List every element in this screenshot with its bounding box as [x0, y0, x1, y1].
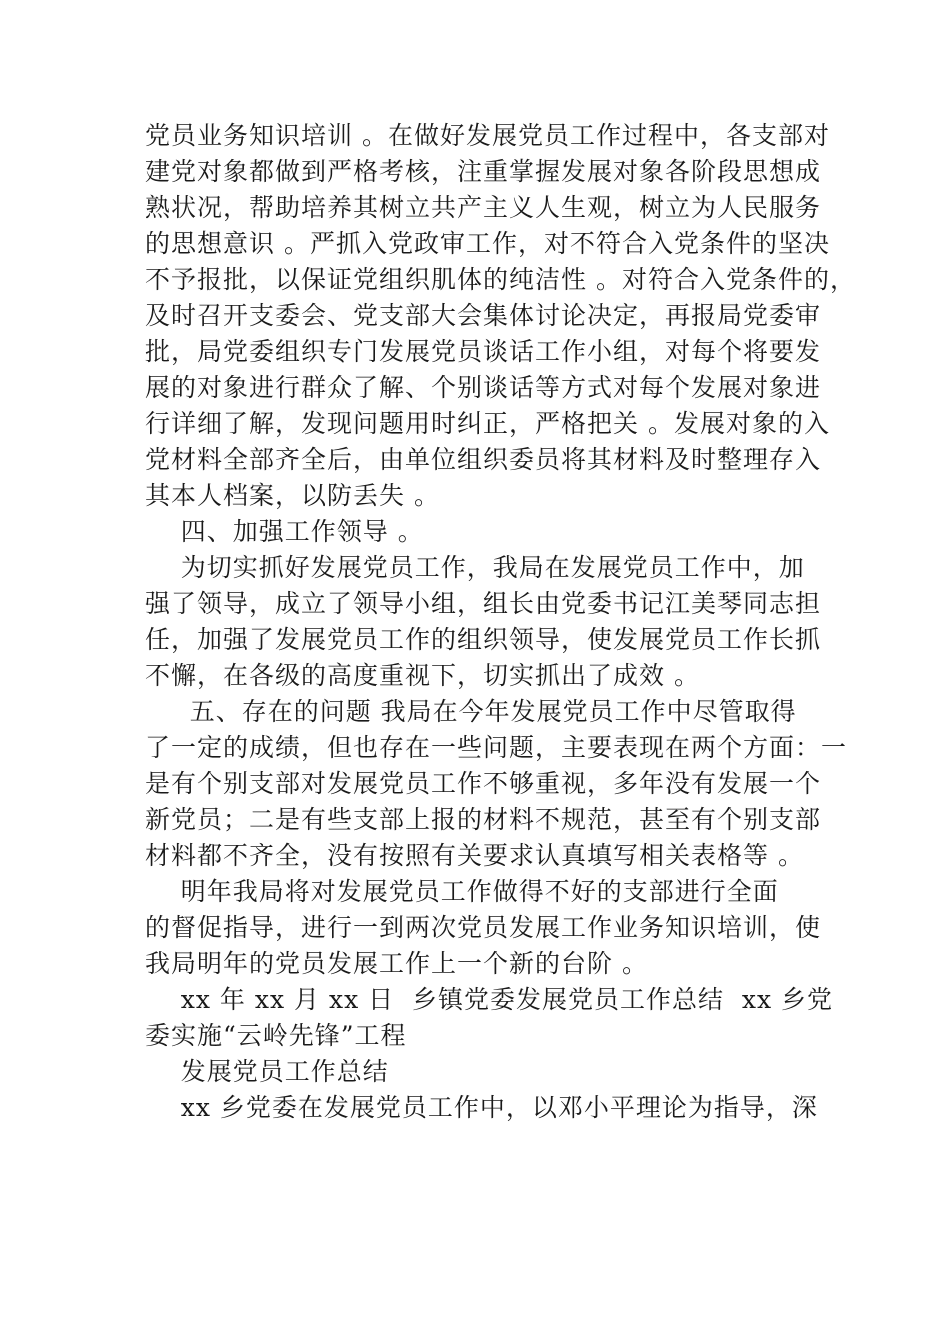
- section-heading: 发展党员工作总结: [145, 1057, 389, 1086]
- text-line: 的督促指导，进行一到两次党员发展工作业务知识培训，使: [145, 913, 822, 942]
- text-line: 不懈，在各级的高度重视下，切实抓出了成效 。: [145, 661, 700, 690]
- text-line: 不予报批，以保证党组织肌体的纯洁性 。对符合入党条件的，: [145, 265, 856, 294]
- section-heading: 五、存在的问题 我局在今年发展党员工作中尽管取得: [145, 697, 797, 726]
- text-line: 强了领导，成立了领导小组，组长由党委书记江美琴同志担: [145, 589, 822, 618]
- text-line: 行详细了解，发现问题用时纠正，严格把关 。发展对象的入: [145, 409, 830, 438]
- text-line: 任，加强了发展党员工作的组织领导，使发展党员工作长抓: [145, 625, 822, 654]
- text-line: xx 乡党委在发展党员工作中，以邓小平理论为指导，深: [145, 1093, 818, 1122]
- text-line: 委实施“云岭先锋”工程: [145, 1021, 407, 1050]
- text-line: 其本人档案，以防丢失 。: [145, 481, 440, 510]
- text-line: 及时召开支委会、党支部大会集体讨论决定，再报局党委审: [145, 301, 822, 330]
- text-line: 材料都不齐全，没有按照有关要求认真填写相关表格等 。: [145, 841, 804, 870]
- text-line: 的思想意识 。严抓入党政审工作，对不符合入党条件的坚决: [145, 229, 830, 258]
- text-line: 了一定的成绩，但也存在一些问题，主要表现在两个方面：一: [145, 733, 848, 762]
- text-line: 新党员；二是有些支部上报的材料不规范，甚至有个别支部: [145, 805, 822, 834]
- text-line: 我局明年的党员发展工作上一个新的台阶 。: [145, 949, 648, 978]
- text-line: xx 年 xx 月 xx 日 乡镇党委发展党员工作总结 xx 乡党: [145, 985, 834, 1014]
- text-line: 批，局党委组织专门发展党员谈话工作小组，对每个将要发: [145, 337, 822, 366]
- text-line: 熟状况，帮助培养其树立共产主义人生观，树立为人民服务: [145, 193, 822, 222]
- section-heading: 四、加强工作领导 。: [145, 517, 424, 546]
- text-line: 是有个别支部对发展党员工作不够重视，多年没有发展一个: [145, 769, 822, 798]
- text-line: 建党对象都做到严格考核，注重掌握发展对象各阶段思想成: [145, 157, 822, 186]
- text-line: 展的对象进行群众了解、个别谈话等方式对每个发展对象进: [145, 373, 822, 402]
- text-line: 党员业务知识培训 。在做好发展党员工作过程中，各支部对: [145, 121, 830, 150]
- text-line: 为切实抓好发展党员工作，我局在发展党员工作中，加: [145, 553, 805, 582]
- text-line: 明年我局将对发展党员工作做得不好的支部进行全面: [145, 877, 779, 906]
- text-line: 党材料全部齐全后，由单位组织委员将其材料及时整理存入: [145, 445, 822, 474]
